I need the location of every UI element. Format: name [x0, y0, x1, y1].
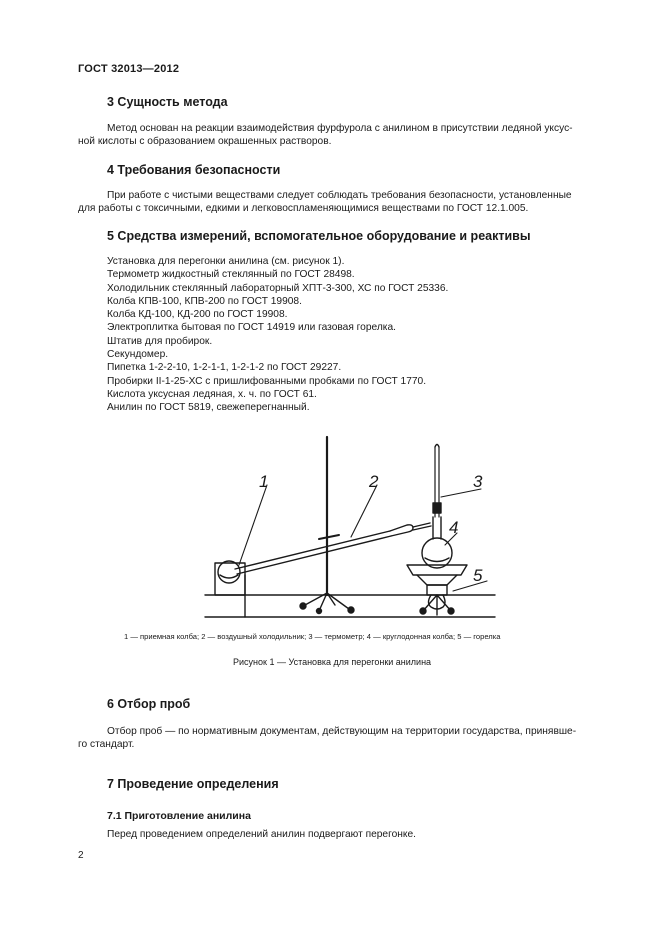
equipment-item: Секундомер.	[107, 349, 169, 361]
equipment-item: Установка для перегонки анилина (см. рисунок 1).	[107, 256, 345, 267]
thermometer-bulb	[433, 503, 441, 513]
document-header: ГОСТ 32013—2012	[78, 63, 180, 75]
figure-label-4: 4	[449, 518, 459, 537]
subsection-7-1-title: 7.1 Приготовление анилина	[107, 810, 251, 822]
distillation-apparatus-figure	[195, 425, 505, 625]
condenser-tube-a	[235, 531, 390, 569]
equipment-item: Пипетка 1-2-2-10, 1-2-1-1, 1-2-1-2 по ГОСТ 29227.	[107, 362, 342, 374]
left-stand-clamp	[319, 535, 339, 539]
condenser-joint	[390, 525, 413, 536]
section-6-line-1: Отбор проб — по нормативным документам, действующим на территории государства, принявше-	[107, 726, 577, 737]
equipment-item: Кислота уксусная ледяная, х. ч. по ГОСТ 61.	[107, 388, 317, 400]
condenser-tube-b	[237, 536, 391, 574]
receiving-flask	[218, 561, 240, 583]
equipment-item: Холодильник стеклянный лабораторный ХПТ-3-300, ХС по ГОСТ 25336.	[107, 282, 449, 294]
section-4-line-2: для работы с токсичными, едкими и легковоспламеняющимися веществами по ГОСТ 12.1.005.	[78, 203, 529, 214]
section-6-line-2: го стандарт.	[78, 739, 135, 750]
figure-title: Рисунок 1 — Установка для перегонки анилина	[233, 657, 432, 667]
figure-label-3: 3	[473, 472, 483, 491]
figure-label-5: 5	[473, 566, 483, 585]
heating-ring	[407, 565, 467, 575]
page-number: 2	[78, 850, 84, 861]
equipment-item: Термометр жидкостный стеклянный по ГОСТ 28498.	[107, 269, 355, 281]
equipment-item: Штатив для пробирок.	[107, 335, 213, 347]
section-3-line-1: Метод основан на реакции взаимодействия фурфурола с анилином в присутствии ледяной уксус-	[107, 123, 573, 134]
figure-label-2: 2	[369, 472, 379, 491]
section-4-line-1: При работе с чистыми веществами следует соблюдать требования безопасности, установленные	[107, 190, 572, 201]
section-5-title: 5 Средства измерений, вспомогательное оборудование и реактивы	[107, 229, 531, 243]
section-4-title: 4 Требования безопасности	[107, 163, 281, 177]
leader-2	[351, 485, 377, 537]
figure-label-1: 1	[259, 472, 269, 491]
section-7-title: 7 Проведение определения	[107, 777, 279, 791]
leader-1	[239, 485, 267, 565]
equipment-list	[107, 255, 448, 415]
section-3-line-2: ной кислоты с образованием окрашенных растворов.	[78, 136, 332, 147]
equipment-item: Пробирки II-1-25-ХС с пришлифованными пробками по ГОСТ 1770.	[107, 375, 427, 387]
equipment-item: Электроплитка бытовая по ГОСТ 14919 или газовая горелка.	[107, 322, 396, 334]
burner-body	[427, 585, 447, 595]
figure-caption: 1 — приемная колба; 2 — воздушный холодильник; 3 — термометр; 4 — круглодонная колба; 5 — горелка	[124, 632, 501, 641]
section-3-title: 3 Сущность метода	[107, 95, 228, 109]
equipment-item: Анилин по ГОСТ 5819, свежеперегнанный.	[107, 402, 310, 414]
equipment-item: Колба КПВ-100, КПВ-200 по ГОСТ 19908.	[107, 295, 302, 307]
section-6-title: 6 Отбор проб	[107, 697, 191, 711]
burner-legs	[423, 595, 451, 615]
subsection-7-1-text: Перед проведением определений анилин подвергают перегонке.	[107, 829, 416, 840]
equipment-item: Колба КД-100, КД-200 по ГОСТ 19908.	[107, 309, 288, 321]
